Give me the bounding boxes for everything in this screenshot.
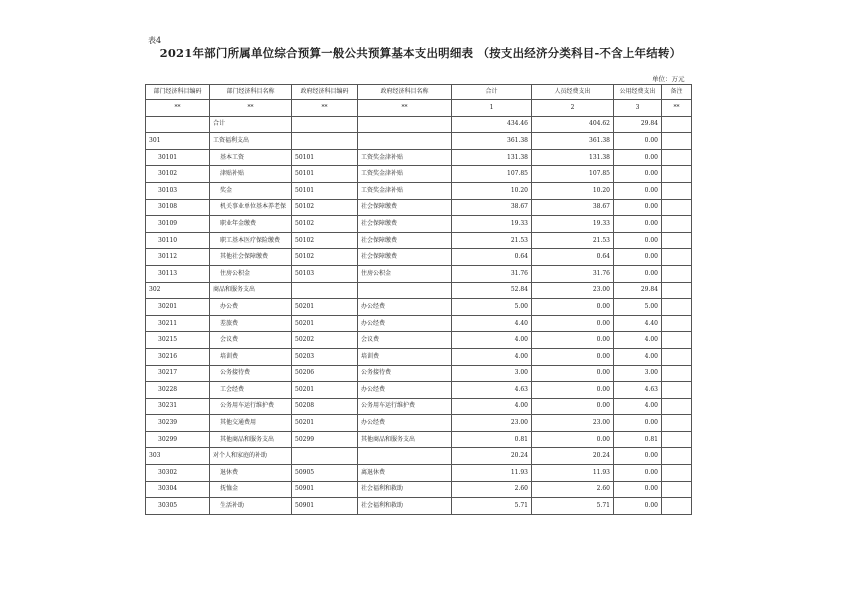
public-cell: 0.00 (614, 133, 662, 150)
personnel-cell: 404.62 (532, 116, 614, 133)
dept-name-cell: 抚恤金 (210, 481, 292, 498)
dept-name-cell: 合计 (210, 116, 292, 133)
note-cell (662, 315, 692, 332)
total-cell: 10.20 (452, 182, 532, 199)
personnel-cell: 107.85 (532, 166, 614, 183)
dept-code-cell: 30299 (146, 431, 210, 448)
public-cell: 0.00 (614, 216, 662, 233)
table-row (146, 382, 692, 399)
gov-name-cell: 社会保障缴费 (358, 199, 452, 216)
public-cell: 0.00 (614, 149, 662, 166)
gov-name-cell: 社会保障缴费 (358, 216, 452, 233)
index-cell: ** (662, 100, 692, 117)
total-cell: 23.00 (452, 415, 532, 432)
note-cell (662, 415, 692, 432)
note-cell (662, 431, 692, 448)
total-cell: 107.85 (452, 166, 532, 183)
dept-name-cell: 公务接待费 (210, 365, 292, 382)
index-cell: 1 (452, 100, 532, 117)
dept-name-cell: 商品和服务支出 (210, 282, 292, 299)
dept-code-cell: 30217 (146, 365, 210, 382)
total-cell: 131.38 (452, 149, 532, 166)
gov-name-cell: 离退休费 (358, 465, 452, 482)
total-cell: 5.71 (452, 498, 532, 515)
gov-code-cell: 50101 (292, 182, 358, 199)
gov-name-cell: 社会福利和救助 (358, 481, 452, 498)
page-title: 2021年部门所属单位综合预算一般公共预算基本支出明细表 （按支出经济分类科目-不含上年结转） (159, 46, 682, 60)
note-cell (662, 448, 692, 465)
total-cell: 11.93 (452, 465, 532, 482)
table-row (146, 116, 692, 133)
gov-name-cell: 办公经费 (358, 315, 452, 332)
gov-code-cell (292, 133, 358, 150)
dept-code-cell: 30102 (146, 166, 210, 183)
dept-code-cell: 30228 (146, 382, 210, 399)
dept-code-cell: 30305 (146, 498, 210, 515)
dept-code-cell: 30113 (146, 265, 210, 282)
dept-name-cell: 其他社会保障缴费 (210, 249, 292, 266)
total-cell: 2.60 (452, 481, 532, 498)
table-row (146, 199, 692, 216)
total-cell: 434.46 (452, 116, 532, 133)
public-cell: 4.00 (614, 332, 662, 349)
gov-code-cell: 50102 (292, 216, 358, 233)
dept-name-cell: 会议费 (210, 332, 292, 349)
note-cell (662, 398, 692, 415)
dept-name-cell: 公务用车运行维护费 (210, 398, 292, 415)
col-header: 政府经济科目编码 (292, 85, 358, 100)
public-cell: 3.00 (614, 365, 662, 382)
personnel-cell: 21.53 (532, 232, 614, 249)
gov-code-cell (292, 448, 358, 465)
personnel-cell: 11.93 (532, 465, 614, 482)
dept-name-cell: 工资福利支出 (210, 133, 292, 150)
personnel-cell: 23.00 (532, 415, 614, 432)
gov-code-cell: 50905 (292, 465, 358, 482)
col-header: 合计 (452, 85, 532, 100)
gov-name-cell: 会议费 (358, 332, 452, 349)
index-cell: 2 (532, 100, 614, 117)
index-cell: ** (146, 100, 210, 117)
total-cell: 0.81 (452, 431, 532, 448)
personnel-cell: 0.00 (532, 299, 614, 316)
dept-name-cell: 培训费 (210, 348, 292, 365)
note-cell (662, 465, 692, 482)
note-cell (662, 265, 692, 282)
dept-name-cell: 职业年金缴费 (210, 216, 292, 233)
gov-code-cell: 50201 (292, 415, 358, 432)
note-cell (662, 166, 692, 183)
public-cell: 0.00 (614, 265, 662, 282)
table-row (146, 249, 692, 266)
public-cell: 4.40 (614, 315, 662, 332)
personnel-cell: 131.38 (532, 149, 614, 166)
col-header: 部门经济科目编码 (146, 85, 210, 100)
index-cell: ** (292, 100, 358, 117)
total-cell: 5.00 (452, 299, 532, 316)
total-cell: 21.53 (452, 232, 532, 249)
gov-name-cell: 培训费 (358, 348, 452, 365)
table-row (146, 232, 692, 249)
public-cell: 0.00 (614, 166, 662, 183)
note-cell (662, 149, 692, 166)
dept-name-cell: 基本工资 (210, 149, 292, 166)
gov-code-cell: 50102 (292, 199, 358, 216)
dept-code-cell: 30239 (146, 415, 210, 432)
table-row (146, 481, 692, 498)
dept-code-cell: 30101 (146, 149, 210, 166)
dept-code-cell (146, 116, 210, 133)
public-cell: 0.00 (614, 448, 662, 465)
dept-code-cell: 30110 (146, 232, 210, 249)
gov-code-cell: 50101 (292, 166, 358, 183)
dept-name-cell: 生活补助 (210, 498, 292, 515)
index-cell: ** (358, 100, 452, 117)
public-cell: 0.00 (614, 199, 662, 216)
gov-name-cell (358, 116, 452, 133)
table-row (146, 348, 692, 365)
personnel-cell: 19.33 (532, 216, 614, 233)
col-header: 备注 (662, 85, 692, 100)
note-cell (662, 481, 692, 498)
dept-name-cell: 差旅费 (210, 315, 292, 332)
public-cell: 29.84 (614, 282, 662, 299)
dept-code-cell: 30112 (146, 249, 210, 266)
total-cell: 4.00 (452, 348, 532, 365)
public-cell: 0.00 (614, 232, 662, 249)
personnel-cell: 0.00 (532, 332, 614, 349)
personnel-cell: 0.00 (532, 365, 614, 382)
public-cell: 4.63 (614, 382, 662, 399)
dept-name-cell: 职工基本医疗保险缴费 (210, 232, 292, 249)
gov-name-cell (358, 133, 452, 150)
note-cell (662, 133, 692, 150)
table-row (146, 498, 692, 515)
personnel-cell: 0.00 (532, 398, 614, 415)
gov-code-cell (292, 282, 358, 299)
public-cell: 0.00 (614, 415, 662, 432)
col-header: 政府经济科目名称 (358, 85, 452, 100)
dept-code-cell: 30215 (146, 332, 210, 349)
dept-code-cell: 30304 (146, 481, 210, 498)
index-cell: ** (210, 100, 292, 117)
gov-name-cell: 公务接待费 (358, 365, 452, 382)
table-row (146, 216, 692, 233)
gov-code-cell: 50102 (292, 249, 358, 266)
dept-name-cell: 津贴补贴 (210, 166, 292, 183)
personnel-cell: 0.00 (532, 315, 614, 332)
gov-code-cell (292, 116, 358, 133)
personnel-cell: 23.00 (532, 282, 614, 299)
table-row (146, 465, 692, 482)
table-row (146, 149, 692, 166)
gov-code-cell: 50202 (292, 332, 358, 349)
personnel-cell: 20.24 (532, 448, 614, 465)
gov-name-cell: 办公经费 (358, 299, 452, 316)
dept-code-cell: 303 (146, 448, 210, 465)
gov-name-cell (358, 282, 452, 299)
total-cell: 20.24 (452, 448, 532, 465)
public-cell: 4.00 (614, 398, 662, 415)
note-cell (662, 232, 692, 249)
public-cell: 0.00 (614, 182, 662, 199)
table-row (146, 166, 692, 183)
note-cell (662, 348, 692, 365)
dept-code-cell: 30201 (146, 299, 210, 316)
dept-name-cell: 其他商品和服务支出 (210, 431, 292, 448)
table-row (146, 415, 692, 432)
table-number-label: 表4 (148, 36, 162, 45)
personnel-cell: 0.64 (532, 249, 614, 266)
note-cell (662, 382, 692, 399)
gov-code-cell: 50201 (292, 299, 358, 316)
total-cell: 4.00 (452, 398, 532, 415)
personnel-cell: 0.00 (532, 382, 614, 399)
table-row (146, 431, 692, 448)
gov-name-cell: 社会保障缴费 (358, 232, 452, 249)
dept-code-cell: 30231 (146, 398, 210, 415)
note-cell (662, 249, 692, 266)
gov-name-cell: 工资奖金津补贴 (358, 149, 452, 166)
dept-code-cell: 30216 (146, 348, 210, 365)
gov-code-cell: 50101 (292, 149, 358, 166)
dept-code-cell: 30103 (146, 182, 210, 199)
gov-name-cell: 社会福利和救助 (358, 498, 452, 515)
note-cell (662, 216, 692, 233)
gov-name-cell: 其他商品和服务支出 (358, 431, 452, 448)
dept-code-cell: 301 (146, 133, 210, 150)
gov-name-cell: 公务用车运行维护费 (358, 398, 452, 415)
dept-code-cell: 30211 (146, 315, 210, 332)
note-cell (662, 332, 692, 349)
gov-name-cell: 办公经费 (358, 382, 452, 399)
index-cell: 3 (614, 100, 662, 117)
dept-name-cell: 工会经费 (210, 382, 292, 399)
personnel-cell: 0.00 (532, 431, 614, 448)
expenditure-table (145, 84, 692, 515)
dept-code-cell: 30109 (146, 216, 210, 233)
gov-code-cell: 50901 (292, 481, 358, 498)
dept-name-cell: 住房公积金 (210, 265, 292, 282)
col-header: 部门经济科目名称 (210, 85, 292, 100)
public-cell: 0.00 (614, 249, 662, 266)
table-header-row (146, 85, 692, 100)
gov-code-cell: 50299 (292, 431, 358, 448)
table-row (146, 182, 692, 199)
dept-code-cell: 30108 (146, 199, 210, 216)
table-row (146, 315, 692, 332)
personnel-cell: 38.67 (532, 199, 614, 216)
gov-code-cell: 50208 (292, 398, 358, 415)
public-cell: 0.81 (614, 431, 662, 448)
table-row (146, 133, 692, 150)
public-cell: 5.00 (614, 299, 662, 316)
personnel-cell: 10.20 (532, 182, 614, 199)
public-cell: 4.00 (614, 348, 662, 365)
gov-code-cell: 50201 (292, 315, 358, 332)
gov-code-cell: 50203 (292, 348, 358, 365)
table-row (146, 365, 692, 382)
personnel-cell: 361.38 (532, 133, 614, 150)
personnel-cell: 0.00 (532, 348, 614, 365)
dept-name-cell: 机关事业单位基本养老保 (210, 199, 292, 216)
total-cell: 4.63 (452, 382, 532, 399)
gov-code-cell: 50206 (292, 365, 358, 382)
total-cell: 361.38 (452, 133, 532, 150)
total-cell: 19.33 (452, 216, 532, 233)
note-cell (662, 299, 692, 316)
gov-name-cell (358, 448, 452, 465)
gov-name-cell: 社会保障缴费 (358, 249, 452, 266)
public-cell: 0.00 (614, 498, 662, 515)
dept-name-cell: 办公费 (210, 299, 292, 316)
dept-code-cell: 302 (146, 282, 210, 299)
note-cell (662, 182, 692, 199)
col-header: 人员经费支出 (532, 85, 614, 100)
table-row (146, 282, 692, 299)
note-cell (662, 365, 692, 382)
gov-code-cell: 50901 (292, 498, 358, 515)
total-cell: 4.40 (452, 315, 532, 332)
personnel-cell: 2.60 (532, 481, 614, 498)
table-row (146, 265, 692, 282)
total-cell: 31.76 (452, 265, 532, 282)
note-cell (662, 498, 692, 515)
public-cell: 0.00 (614, 465, 662, 482)
total-cell: 0.64 (452, 249, 532, 266)
public-cell: 0.00 (614, 481, 662, 498)
total-cell: 52.84 (452, 282, 532, 299)
note-cell (662, 116, 692, 133)
note-cell (662, 282, 692, 299)
total-cell: 38.67 (452, 199, 532, 216)
unit-label: 单位：万元 (652, 75, 685, 83)
table-row (146, 398, 692, 415)
personnel-cell: 5.71 (532, 498, 614, 515)
col-header: 公用经费支出 (614, 85, 662, 100)
gov-code-cell: 50201 (292, 382, 358, 399)
gov-code-cell: 50102 (292, 232, 358, 249)
dept-name-cell: 其他交通费用 (210, 415, 292, 432)
table-row (146, 448, 692, 465)
index-row (146, 100, 692, 117)
note-cell (662, 199, 692, 216)
gov-name-cell: 办公经费 (358, 415, 452, 432)
gov-name-cell: 住房公积金 (358, 265, 452, 282)
public-cell: 29.84 (614, 116, 662, 133)
dept-code-cell: 30302 (146, 465, 210, 482)
table-row (146, 332, 692, 349)
total-cell: 3.00 (452, 365, 532, 382)
dept-name-cell: 奖金 (210, 182, 292, 199)
personnel-cell: 31.76 (532, 265, 614, 282)
total-cell: 4.00 (452, 332, 532, 349)
table-row (146, 299, 692, 316)
gov-name-cell: 工资奖金津补贴 (358, 182, 452, 199)
dept-name-cell: 对个人和家庭的补助 (210, 448, 292, 465)
dept-name-cell: 退休费 (210, 465, 292, 482)
gov-name-cell: 工资奖金津补贴 (358, 166, 452, 183)
gov-code-cell: 50103 (292, 265, 358, 282)
